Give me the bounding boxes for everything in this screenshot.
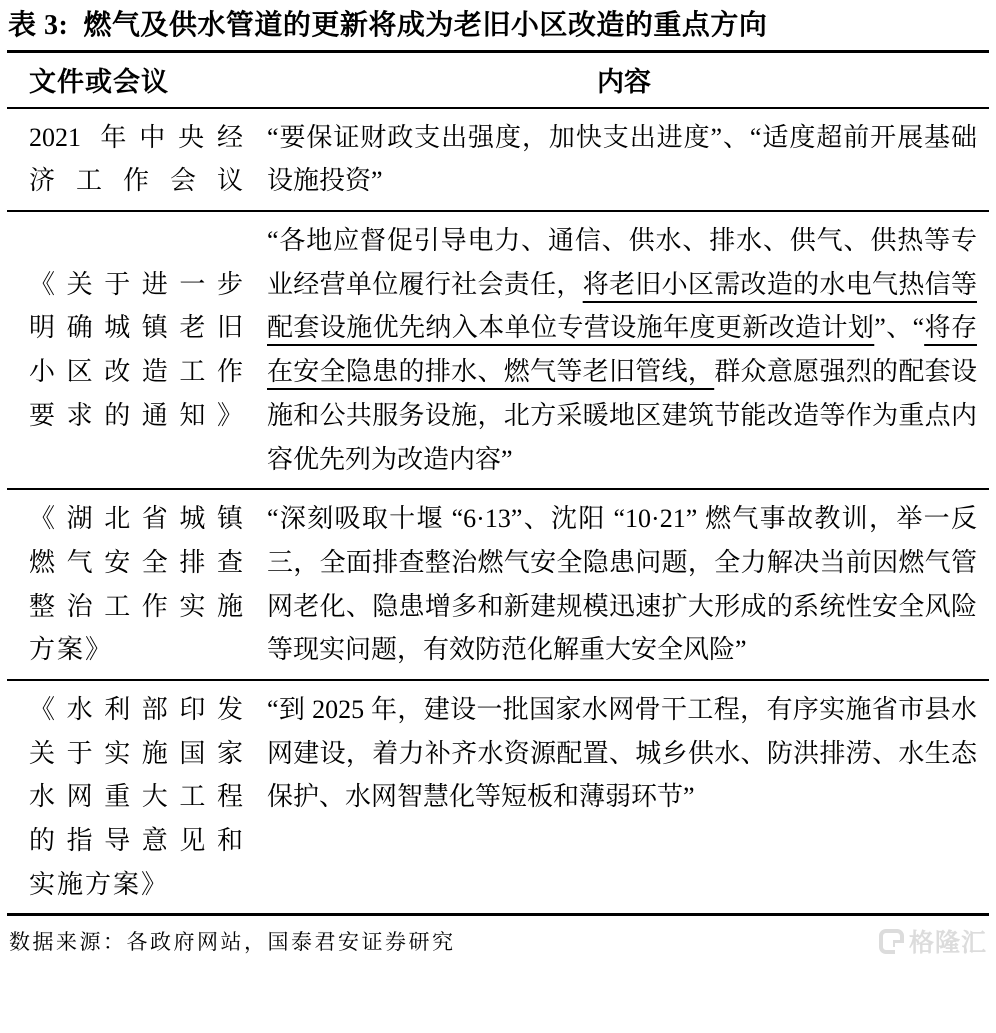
doc-line: 《水利部印发	[29, 694, 243, 724]
content-cell	[259, 497, 989, 672]
content-segment: “要保证财政支出强度，加快支出进度”、“适度超前开展基础设施投资”	[267, 122, 977, 196]
doc-line: 2021 年中央经	[29, 122, 243, 152]
content-segment: “深刻吸取十堰 “6·13”、沈阳 “10·21” 燃气事故教训，举一反三，全面排查整治燃气安全隐患问题，全力解决当前因燃气管网老化、隐患增多和新建规模迅速扩大形成的系统性安全风险等现实问题，有效防范化解重大安全风险”	[267, 504, 977, 665]
doc-line: 水网重大工程	[29, 782, 243, 812]
content-text	[267, 688, 977, 819]
doc-line: 燃气安全排查	[29, 547, 243, 577]
gelonghui-watermark	[879, 923, 987, 959]
doc-line: 《关于进一步	[29, 269, 243, 299]
doc-cell	[7, 219, 259, 481]
underlined-content-segment: 将老旧小区需改造的水电气热信等配套设施优先纳入本单位专营设施年度更新改造计划	[267, 269, 977, 343]
table-title: 表 3: 燃气及供水管道的更新将成为老旧小区改造的重点方向	[8, 10, 768, 41]
policy-table	[7, 50, 989, 916]
content-segment: “到 2025 年，建设一批国家水网骨干工程，有序实施省市县水网建设，着力补齐水资源配置、城乡供水、防洪排涝、水生态保护、水网智慧化等短板和薄弱环节”	[267, 694, 977, 812]
table-row	[7, 681, 989, 913]
doc-line: 的指导意见和	[29, 825, 243, 855]
content-text	[267, 116, 977, 203]
content-segment: ”、“	[874, 313, 925, 343]
underlined-content-segment: 将存在安全隐患的排水、燃气等老旧管线，	[267, 313, 977, 387]
column-header-content: 内容	[597, 66, 651, 97]
doc-line: 要求的通知》	[29, 400, 243, 430]
doc-line: 济工作会议	[29, 166, 243, 196]
column-header-document: 文件或会议	[29, 66, 169, 97]
doc-line: 关于实施国家	[29, 738, 243, 768]
content-segment: 群众意愿强烈的配套设施和公共服务设施，北方采暖地区建筑节能改造等作为重点内容优先列为改造内容”	[267, 357, 977, 474]
doc-cell	[7, 688, 259, 906]
doc-cell	[7, 497, 259, 672]
gelonghui-watermark-text: 格隆汇	[908, 929, 987, 958]
doc-line: 方案》	[29, 635, 114, 665]
doc-line: 小区改造工作	[29, 357, 243, 387]
doc-cell	[7, 116, 259, 203]
table-footer	[7, 916, 989, 959]
table-row	[7, 212, 989, 490]
data-source-note: 数据来源：各政府网站，国泰君安证券研究	[9, 930, 456, 955]
table-row	[7, 490, 989, 681]
table-header-row	[7, 53, 989, 109]
table-row	[7, 109, 989, 212]
content-cell	[259, 116, 989, 203]
content-text	[267, 497, 977, 672]
doc-line: 实施方案》	[29, 869, 170, 899]
doc-line: 《湖北省城镇	[29, 504, 243, 534]
doc-line: 明确城镇老旧	[29, 313, 243, 343]
content-cell	[259, 688, 989, 906]
doc-line: 整治工作实施	[29, 591, 243, 621]
content-segment: “各地应督促引导电力、通信、供水、排水、供气、供热等专业经营单位履行社会责任，	[267, 226, 977, 299]
content-cell	[259, 219, 989, 481]
gelonghui-logo-icon	[879, 929, 904, 954]
content-text	[267, 219, 977, 481]
